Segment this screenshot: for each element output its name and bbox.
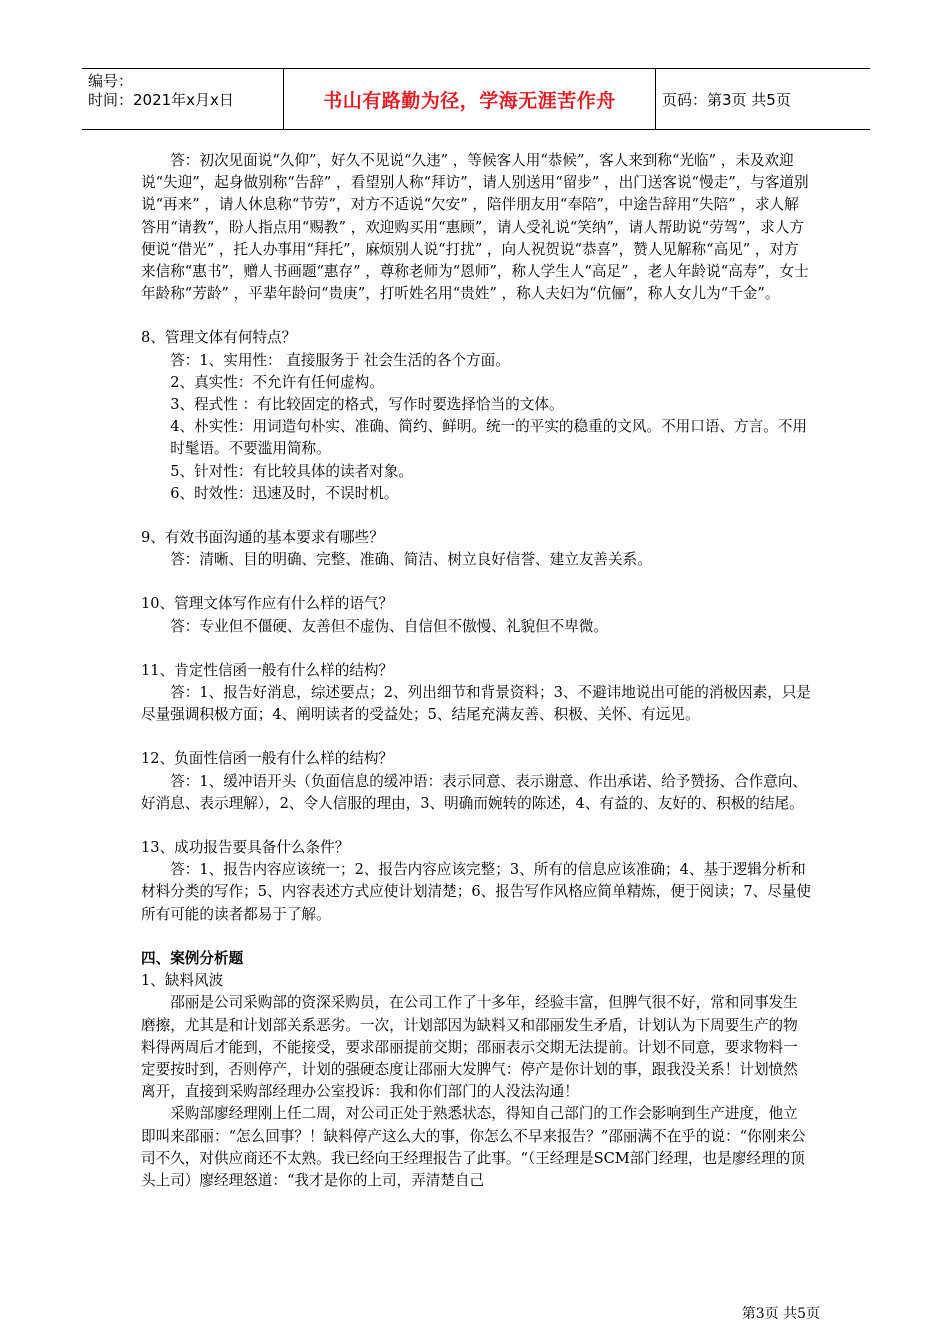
header-divider [655,69,656,129]
case-title: 1、缺料风波 [141,972,224,990]
answer-9: 答：清晰、目的明确、完整、准确、简洁、树立良好信誉、建立友善关系。 [170,551,652,569]
question-8: 8、管理文体有何特点？ [141,329,297,347]
courtesy-answer: 答：初次见面说“久仰”，好久不见说“久违” ，等候客人用“恭候”，客人来到称“光临” ，未及欢迎说“失迎”，起身做别称“告辞” ，看望别人称“拜访”，请人别送用“留步” ，出门送客说“慢走”，与客道别说“再来” ，请人休息称“节劳”，对方不适说“欠安” ，陪伴朋友用“奉陪”，中途告辞用“失陪” ，求人解答用“请教”，盼人指点用“赐教” ，欢迎购买用“惠顾”，请人受礼说“笑纳”，请人帮助说“劳驾”，求人方便说“借光” ，托人办事用“拜托”，麻烦别人说“打扰” ，向人祝贺说“恭喜”，赞人见解称“高见” ，对方来信称“惠书”，赠人书画题“惠存” ，尊称老师为“恩师”，称人学生人“高足” ，老人年龄说“高寿”，女士年龄称“芳龄” ，平辈年龄问“贵庚”，打听姓名用“贵姓” ，称人夫妇为“伉俪”，称人女儿为“千金”。 [141,152,809,303]
answer-8-1: 答：1、实用性： 直接服务于 社会生活的各个方面。 [170,351,510,369]
header-motto: 书山有路勤为径，学海无涯苦作舟 [323,89,616,112]
answer-10: 答：专业但不僵硬、友善但不虚伪、自信但不傲慢、礼貌但不卑微。 [170,617,609,635]
date-label: 时间：2021年x月x日 [88,91,234,109]
question-12: 12、负面性信函一般有什么样的结构？ [141,750,394,768]
answer-8-5: 5、针对性：有比较具体的读者对象。 [170,462,413,480]
section-heading: 四、案例分析题 [141,949,244,967]
answer-12: 答：1、缓冲语开头（负面信息的缓冲语：表示同意、表示谢意、作出承诺、给予赞扬、合作意向、好消息、表示理解），2、令人信服的理由，3、明确而婉转的陈述，4、有益的、友好的、积极的结尾。 [141,772,808,812]
question-11: 11、肯定性信函一般有什么样的结构？ [141,661,394,679]
case-paragraph-1: 邵丽是公司采购部的资深采购员，在公司工作了十多年，经验丰富，但脾气很不好，常和同事发生磨擦，尤其是和计划部关系恶劣。一次，计划部因为缺料又和邵丽发生矛盾，计划认为下周要生产的物料得两周后才能到，不能接受，要求邵丽提前交期；邵丽表示交期无法提前。计划不同意，要求物料一定要按时到，否则停产，计划的强硬态度让邵丽大发脾气：停产是你计划的事，跟我没关系！计划愤然离开，直接到采购部经理办公室投诉：我和你们部门的人没法沟通！ [141,994,798,1101]
answer-8-2: 2、真实性：不允许有任何虚构。 [170,373,384,391]
answer-13: 答：1、报告内容应该统一；2、报告内容应该完整；3、所有的信息应该准确；4、基于逻辑分析和材料分类的写作；5、内容表述方式应使计划清楚；6、报告写作风格应简单精炼，便于阅读；7、尽量使所有可能的读者都易于了解。 [141,861,811,923]
answer-11: 答：1、报告好消息，综述要点；2、列出细节和背景资料；3、不避讳地说出可能的消极因素，只是尽量强调积极方面；4、阐明读者的受益处；5、结尾充满友善、积极、关怀、有远见。 [141,684,811,724]
case-paragraph-2: 采购部廖经理刚上任二周，对公司正处于熟悉状态，得知自己部门的工作会影响到生产进度，他立即叫来邵丽：“怎么回事？！缺料停产这么大的事，你怎么不早来报告？”邵丽满不在乎的说：“你刚来公司不久，对供应商还不太熟。我已经向王经理报告了此事。“（王经理是SCM部门经理，也是廖经理的顶头上司）廖经理怒道：“我才是你的上司，弄清楚自己 [141,1105,806,1189]
page-header [82,68,870,130]
question-10: 10、管理文体写作应有什么样的语气？ [141,595,394,613]
serial-label: 编号： [88,72,134,90]
answer-8-6: 6、时效性：迅速及时，不误时机。 [170,484,399,502]
question-9: 9、有效书面沟通的基本要求有哪些？ [141,529,384,547]
question-13: 13、成功报告要具备什么条件？ [141,839,350,857]
answer-8-3: 3、程式性 ：有比较固定的格式，写作时要选择恰当的文体。 [170,396,564,414]
header-page-number: 页码：第3页 共5页 [662,90,791,109]
answer-8-4: 4、朴实性：用词造句朴实、准确、简约、鲜明。统一的平实的稳重的文风。不用口语、方言。不用时髦语。不要滥用简称。 [170,418,808,458]
document-body [141,150,812,1192]
header-info [88,72,280,110]
page-footer: 第3页 共5页 [741,1306,820,1322]
